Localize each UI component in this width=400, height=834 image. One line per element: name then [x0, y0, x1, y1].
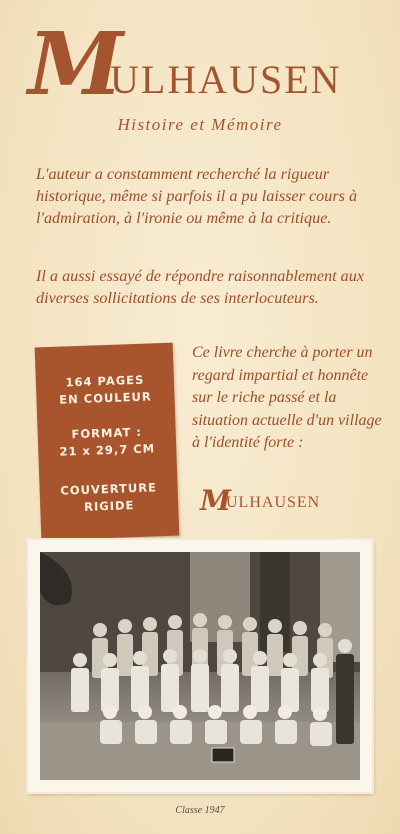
title-initial: M	[28, 14, 124, 115]
format-info	[37, 423, 176, 462]
cover-info	[39, 479, 178, 518]
paragraph-second: Il a aussi essayé de répondre raisonnablement aux diverses sollicitations de ses interlocuteurs.	[36, 267, 365, 307]
cover-line2: RIGIDE	[83, 498, 135, 514]
format-line2: 21 x 29,7 CM	[59, 441, 156, 459]
pages-line1: 164 PAGES	[65, 372, 145, 390]
class-photo	[40, 552, 360, 780]
photo-caption: Classe 1947	[175, 805, 225, 816]
logo-small-initial: M	[200, 484, 231, 517]
title-rest: ULHAUSEN	[110, 57, 342, 102]
pages-info	[36, 371, 175, 410]
logo-small-rest: ULHAUSEN	[226, 494, 321, 511]
class-photo-illustration	[40, 552, 360, 780]
photo-frame	[28, 540, 372, 792]
cover-line1: COUVERTURE	[60, 480, 158, 498]
info-box	[35, 343, 180, 541]
mulhausen-logo-small	[200, 484, 380, 520]
paragraph-book-description: Ce livre cherche à porter un regard impartial et honnête sur le riche passé et la situation actuelle d'un village à l'identité forte :	[192, 344, 382, 451]
subtitle: Histoire et Mémoire	[117, 115, 283, 134]
paragraph-intro: L'auteur a constamment recherché la rigueur historique, même si parfois il a pu laisser cours à l'admiration, à l'ironie ou même à la critique.	[36, 165, 358, 227]
format-line1: FORMAT :	[71, 424, 143, 442]
pages-line2: EN COULEUR	[59, 389, 152, 407]
page-title	[28, 14, 388, 115]
